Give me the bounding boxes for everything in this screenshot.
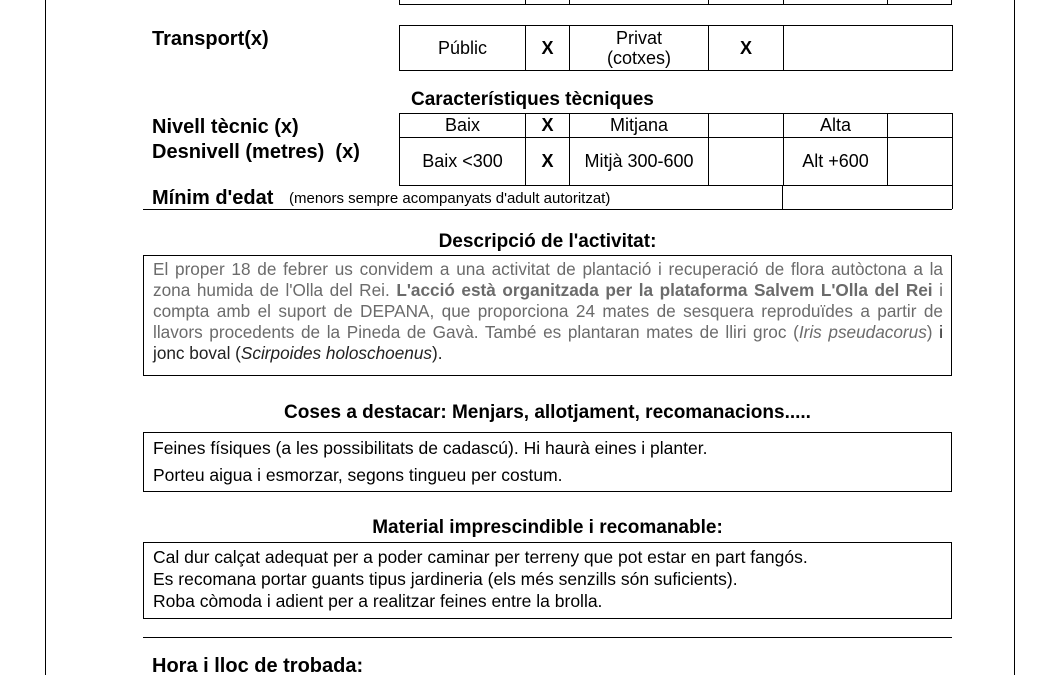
description-heading: Descripció de l'activitat: [438,231,657,252]
min-age-value [782,185,953,209]
transport-private [570,26,709,71]
transport-public-mark: X [526,26,570,71]
material-list [144,543,951,612]
highlights-box [143,432,952,492]
material-item: Roba còmoda i adient per a realitzar feines entre la brolla. [153,591,603,611]
level-mid-mark [709,114,784,138]
page-border-left [45,0,46,675]
description-p4: ) [926,322,933,342]
elev-mid-mark [709,138,784,186]
page-border-right [1014,0,1015,675]
description-p6: ). [432,343,443,363]
transport-private-line1: Privat [615,28,662,48]
description-box [143,255,952,376]
highlight-item: Feines físiques (a les possibilitats de cadascú). Hi haurà eines i planter. [153,438,708,458]
highlight-item: Porteu aigua i esmorzar, segons tingueu per costum. [153,465,563,485]
level-low: Baix [400,114,526,138]
min-age-label: Mínim d'edat [152,187,274,209]
tech-elevation-label: Desnivell (metres) (x) [152,141,360,163]
description-bold: L'acció està organitzada per la plataforma Salvem L'Olla del Rei [396,280,933,300]
description-p1: El proper 18 de febrer us convidem a una activitat de plantació i recuperació de flora autòctona a la zona humida de l'Olla del Rei. [153,259,943,300]
level-low-mark: X [526,114,570,138]
tech-table [399,113,953,186]
meeting-label: Hora i lloc de trobada: [152,655,364,677]
transport-public: Públic [400,26,526,71]
transport-private-line2: (cotxes) [606,48,671,68]
highlights-list [144,433,951,489]
section-divider [143,637,952,638]
species-scirpoides: Scirpoides holoschoenus [240,343,432,363]
description-text [144,256,951,364]
transport-label: Transport(x) [152,28,269,50]
description-p3: i compta amb el suport de DEPANA, que proporciona 24 mates de sesquera reproduïdes a partir de llavors procedents de la Pineda de Gavà. També es plantaran mates de lliri groc ( [153,280,943,342]
transport-table [399,25,953,71]
level-high: Alta [784,114,888,138]
elev-low: Baix <300 [400,138,526,186]
material-heading: Material imprescindible i recomanable: [372,517,723,538]
elev-high-mark [888,138,953,186]
material-item: Cal dur calçat adequat per a poder caminar per terreny que pot estar en part fangós. [153,547,808,567]
transport-private-mark: X [709,26,784,71]
material-item: Es recomana portar guants tipus jardineria (els més senzills són suficients). [153,569,738,589]
previous-table-bottom [399,0,952,5]
highlights-heading: Coses a destacar: Menjars, allotjament, recomanacions..... [284,402,811,423]
level-high-mark [888,114,953,138]
min-age-note: (menors sempre acompanyats d'adult autoritzat) [289,190,611,207]
species-iris: Iris pseudacorus [798,322,927,342]
level-mid: Mitjana [570,114,709,138]
tech-heading: Característiques tècniques [411,89,654,110]
tech-level-label: Nivell tècnic (x) [152,116,299,138]
elev-mid: Mitjà 300-600 [570,138,709,186]
elev-high: Alt +600 [784,138,888,186]
min-age-row [143,185,952,210]
transport-empty [784,26,953,71]
material-box [143,542,952,619]
elev-low-mark: X [526,138,570,186]
description-p5: i jonc boval ( [153,322,943,363]
